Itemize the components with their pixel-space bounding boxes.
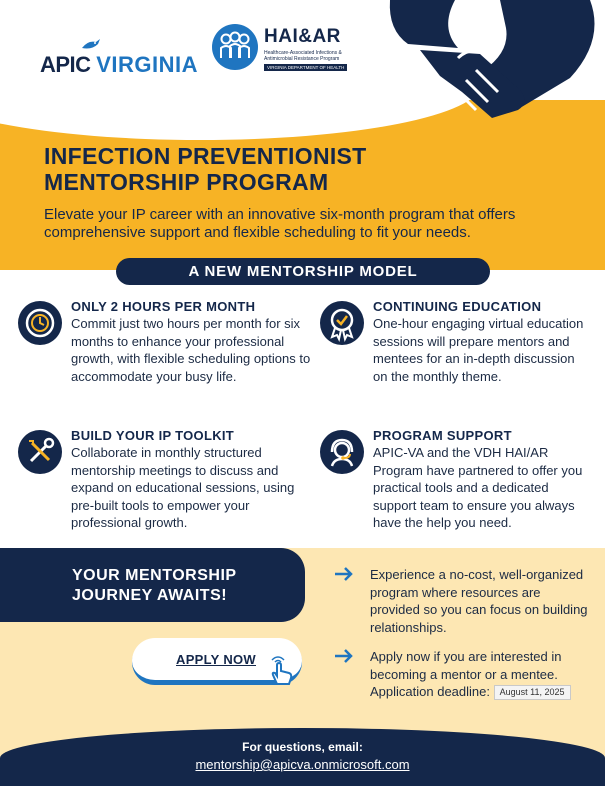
footer [0, 728, 605, 786]
apply-now-button[interactable] [132, 638, 302, 684]
feature-body: Collaborate in monthly structured mentorship meetings to discuss and expand on educational sessions, using pre-built tools to empower your professional growth. [71, 445, 295, 530]
feature-body: APIC-VA and the VDH HAI/AR Program have partnered to offer you practical tools and a dedicated support team to ensure you always have the help you need. [373, 445, 583, 530]
feature-heading: PROGRAM SUPPORT [373, 428, 512, 443]
apply-now-label: APPLY NOW [176, 652, 256, 667]
hai-ar-title: HAI&AR [264, 26, 341, 47]
ribbon-award-icon [320, 301, 364, 345]
people-group-icon [212, 24, 258, 70]
feature-body: Commit just two hours per month for six months to enhance your professional growth, with flexible scheduling options to accommodate your busy life. [71, 316, 311, 384]
handshake-heart-icon [380, 0, 605, 140]
journey-banner: YOUR MENTORSHIP JOURNEY AWAITS! [0, 548, 305, 622]
feature-support [373, 428, 588, 532]
vdh-label: VIRGINIA DEPARTMENT OF HEALTH [264, 64, 347, 71]
deadline-field[interactable]: August 11, 2025 [494, 685, 571, 700]
feature-heading: CONTINUING EDUCATION [373, 299, 542, 314]
feature-body: One-hour engaging virtual education sessions will prepare mentors and mentees for an in-depth discussion on the monthly theme. [373, 316, 584, 384]
apic-virginia-logo [40, 38, 200, 78]
pointer-hand-icon [267, 656, 295, 686]
footer-question: For questions, email: [242, 740, 363, 754]
hai-ar-subtitle: Healthcare-Associated Infections & Antimicrobial Resistance Program [264, 50, 342, 62]
virginia-logo-text: VIRGINIA [96, 52, 198, 77]
bullet-apply: Apply now if you are interested in becoming a mentor or a mentee. Application deadline: August 11, 2025 [370, 648, 600, 701]
arrow-right-icon [334, 649, 354, 663]
feature-heading: ONLY 2 HOURS PER MONTH [71, 299, 256, 314]
contact-email-link[interactable]: mentorship@apicva.onmicrosoft.com [195, 757, 410, 772]
page-subtitle: Elevate your IP career with an innovative six-month program that offers comprehensive support and flexible scheduling to fit your needs. [44, 206, 516, 241]
apic-logo-text: APIC [40, 52, 91, 77]
tools-icon [18, 430, 62, 474]
model-banner: A NEW MENTORSHIP MODEL [116, 258, 490, 285]
feature-heading: BUILD YOUR IP TOOLKIT [71, 428, 235, 443]
headset-icon [320, 430, 364, 474]
feature-hours [71, 299, 311, 385]
page-title: INFECTION PREVENTIONIST MENTORSHIP PROGRAM [44, 143, 367, 195]
hai-ar-logo [212, 24, 362, 74]
clock-icon [18, 301, 62, 345]
feature-toolkit [71, 428, 311, 532]
bullet-no-cost: Experience a no-cost, well-organized program where resources are provided so you can focus on building relationships. [370, 566, 590, 636]
cardinal-bird-icon [80, 38, 102, 52]
arrow-right-icon [334, 567, 354, 581]
feature-education [373, 299, 588, 385]
